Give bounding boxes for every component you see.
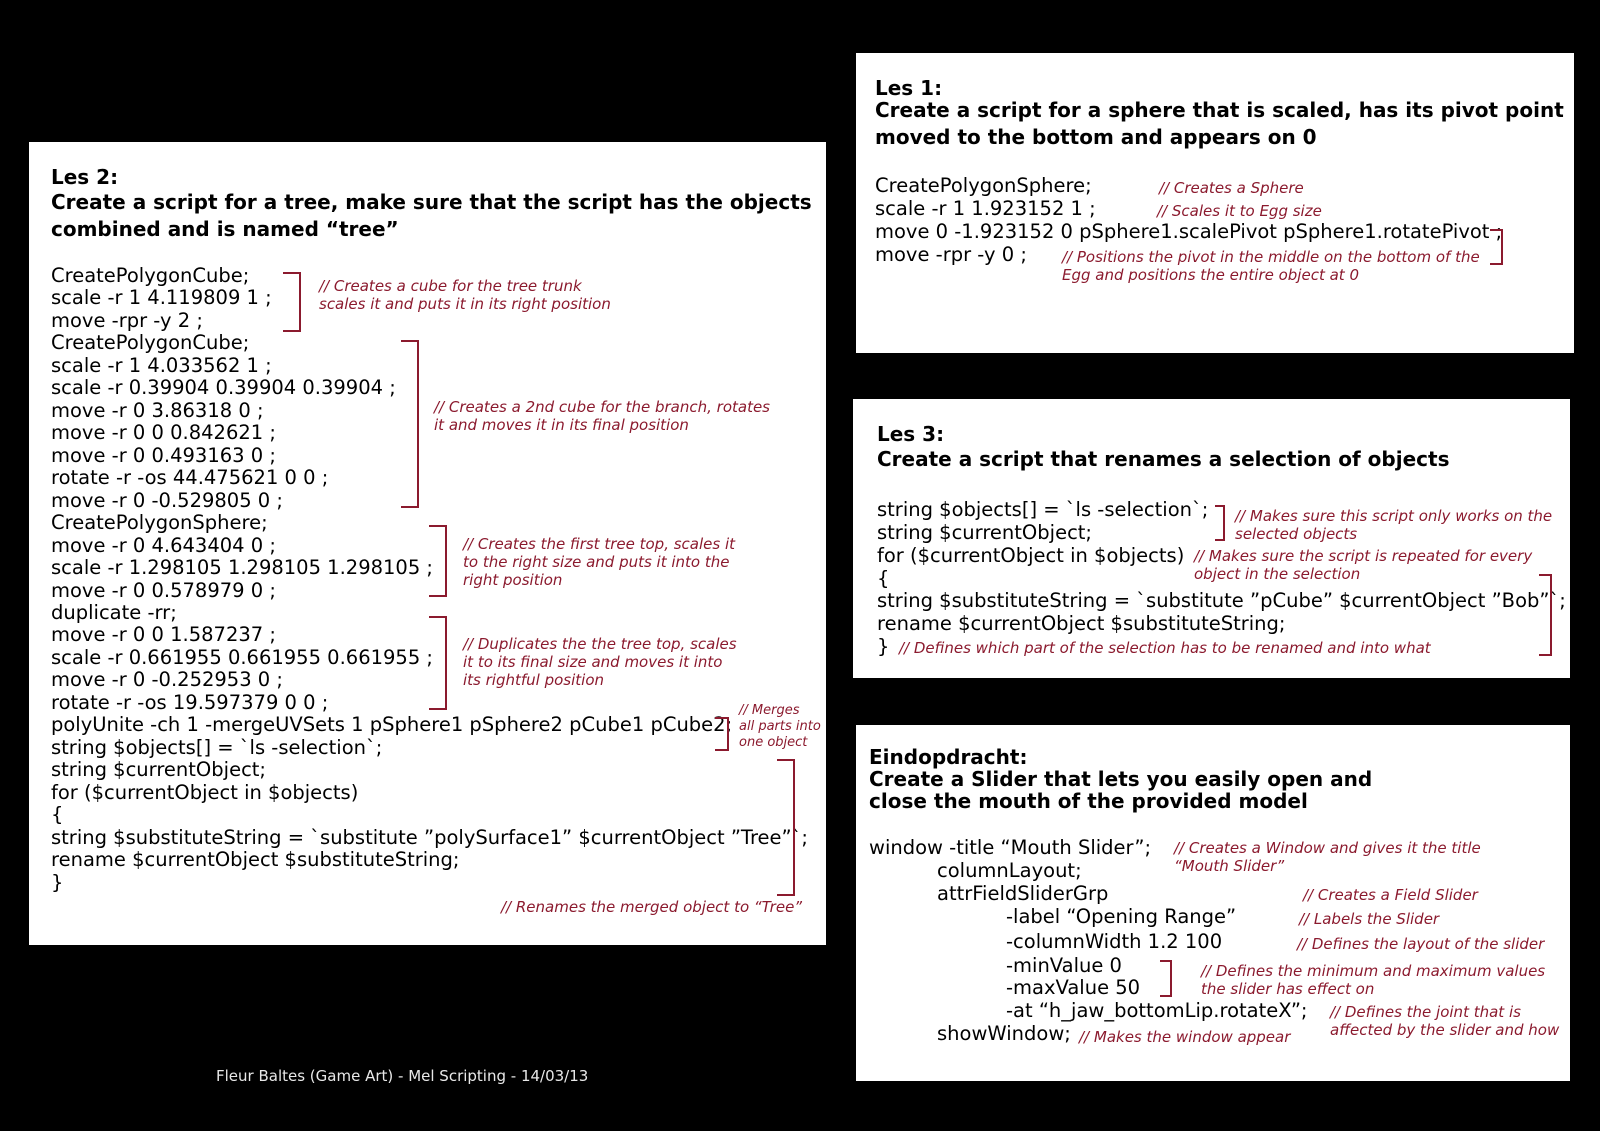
- eind-comment: // Labels the Slider: [1299, 910, 1440, 928]
- les3-comment: // Makes sure the script is repeated for every: [1194, 547, 1533, 565]
- les1-code-line: scale -r 1 1.923152 1 ;: [875, 197, 1096, 220]
- les2-code-line: }: [51, 871, 64, 894]
- les2-bracket-top: [429, 525, 447, 597]
- les1-code-line: move -rpr -y 0 ;: [875, 243, 1027, 266]
- eind-code-line: -columnWidth 1.2 100: [1006, 930, 1223, 953]
- les2-bracket-merge: [715, 717, 729, 751]
- les2-code-line: scale -r 0.39904 0.39904 0.39904 ;: [51, 376, 396, 399]
- les2-comment: to the right size and puts it into the: [463, 553, 730, 571]
- les2-code-line: move -r 0 4.643404 0 ;: [51, 534, 276, 557]
- les2-bracket-dup: [429, 616, 447, 710]
- eind-code-line: -maxValue 50: [1006, 976, 1141, 999]
- les2-code-line: rename $currentObject $substituteString;: [51, 848, 460, 871]
- les3-code-line: for ($currentObject in $objects): [877, 544, 1185, 567]
- eind-code-line: window -title “Mouth Slider”;: [869, 836, 1152, 859]
- eind-code-line: columnLayout;: [937, 859, 1082, 882]
- eind-comment: // Defines the layout of the slider: [1297, 935, 1545, 953]
- les2-comment: // Duplicates the the tree top, scales: [463, 635, 737, 653]
- les3-comment: object in the selection: [1194, 565, 1361, 583]
- les2-code-line: string $currentObject;: [51, 758, 267, 781]
- les2-code-line: {: [51, 803, 64, 826]
- eind-comment: affected by the slider and how: [1330, 1021, 1560, 1039]
- eind-code-line: attrFieldSliderGrp: [937, 882, 1109, 905]
- eind-task-line1: Create a Slider that lets you easily open and: [869, 767, 1373, 791]
- les3-task-line1: Create a script that renames a selection of objects: [877, 447, 1450, 471]
- les1-label: Les 1:: [875, 76, 943, 100]
- les2-comment: it to its final size and moves it into: [463, 653, 723, 671]
- les2-panel: [29, 142, 826, 945]
- les3-code-line: rename $currentObject $substituteString;: [877, 612, 1286, 635]
- les2-code-line: move -r 0 0.493163 0 ;: [51, 444, 276, 467]
- les1-task-line2: moved to the bottom and appears on 0: [875, 125, 1317, 149]
- eind-code-line: -at “h_jaw_bottomLip.rotateX”;: [1006, 999, 1308, 1022]
- les2-task-line1: Create a script for a tree, make sure that the script has the objects: [51, 190, 812, 214]
- les1-comment: Egg and positions the entire object at 0: [1062, 266, 1359, 284]
- eind-comment: “Mouth Slider”: [1174, 857, 1285, 875]
- les1-comment: // Creates a Sphere: [1159, 179, 1304, 197]
- les3-comment: // Makes sure this script only works on the: [1235, 507, 1553, 525]
- les2-code-line: for ($currentObject in $objects): [51, 781, 359, 804]
- les2-code-line: duplicate -rr;: [51, 601, 177, 624]
- les1-task-line1: Create a script for a sphere that is scaled, has its pivot point: [875, 98, 1564, 122]
- les2-code-line: string $substituteString = `substitute ”polySurface1” $currentObject ”Tree”`;: [51, 826, 808, 849]
- les2-comment: one object: [739, 735, 808, 750]
- les1-code-line: CreatePolygonSphere;: [875, 174, 1092, 197]
- les2-code-line: scale -r 1.298105 1.298105 1.298105 ;: [51, 556, 433, 579]
- eind-bracket-minmax: [1160, 960, 1172, 997]
- les2-code-line: move -rpr -y 2 ;: [51, 309, 203, 332]
- eind-panel: [856, 725, 1570, 1081]
- les3-panel: [853, 399, 1570, 678]
- les2-comment: // Renames the merged object to “Tree”: [501, 898, 803, 916]
- les2-comment: // Creates a cube for the tree trunk: [319, 277, 582, 295]
- les3-comment: selected objects: [1235, 525, 1358, 543]
- eind-label: Eindopdracht:: [869, 745, 1028, 769]
- eind-comment: the slider has effect on: [1201, 980, 1375, 998]
- les2-code-line: move -r 0 0.578979 0 ;: [51, 579, 276, 602]
- les3-code-line: }: [877, 635, 890, 658]
- eind-comment: // Defines the minimum and maximum values: [1201, 962, 1546, 980]
- eind-comment: // Creates a Window and gives it the title: [1174, 839, 1481, 857]
- les2-code-line: move -r 0 0 1.587237 ;: [51, 623, 276, 646]
- les2-code-line: move -r 0 0 0.842621 ;: [51, 421, 276, 444]
- eind-comment: // Creates a Field Slider: [1303, 886, 1478, 904]
- les1-panel: [856, 53, 1574, 353]
- les2-code-line: scale -r 0.661955 0.661955 0.661955 ;: [51, 646, 433, 669]
- les2-code-line: move -r 0 -0.252953 0 ;: [51, 668, 283, 691]
- les3-label: Les 3:: [877, 422, 945, 446]
- les2-code-line: CreatePolygonCube;: [51, 331, 250, 354]
- les2-code-line: scale -r 1 4.119809 1 ;: [51, 286, 272, 309]
- les2-comment: // Creates a 2nd cube for the branch, rotates: [434, 398, 770, 416]
- les3-code-line: string $substituteString = `substitute ”pCube” $currentObject ”Bob”`;: [877, 589, 1566, 612]
- les2-code-line: CreatePolygonCube;: [51, 264, 250, 287]
- les2-code-line: CreatePolygonSphere;: [51, 511, 268, 534]
- les2-comment: all parts into: [739, 719, 821, 734]
- les2-comment: right position: [463, 571, 563, 589]
- les2-code-line: rotate -r -os 44.475621 0 0 ;: [51, 466, 329, 489]
- eind-comment: // Defines the joint that is: [1330, 1003, 1521, 1021]
- les2-bracket-rename: [777, 759, 795, 896]
- eind-task-line2: close the mouth of the provided model: [869, 789, 1308, 813]
- les3-bracket-sel: [1215, 505, 1225, 541]
- les2-code-line: scale -r 1 4.033562 1 ;: [51, 354, 272, 377]
- les2-task-line2: combined and is named “tree”: [51, 217, 399, 241]
- les2-comment: it and moves it in its final position: [434, 416, 689, 434]
- les2-code-line: move -r 0 3.86318 0 ;: [51, 399, 264, 422]
- les2-comment: its rightful position: [463, 671, 605, 689]
- les2-comment: scales it and puts it in its right position: [319, 295, 611, 313]
- les2-comment: // Creates the first tree top, scales it: [463, 535, 736, 553]
- les2-bracket-trunk: [283, 272, 301, 332]
- les3-comment: // Defines which part of the selection has to be renamed and into what: [899, 639, 1431, 657]
- les3-code-line: string $currentObject;: [877, 521, 1093, 544]
- les2-code-line: move -r 0 -0.529805 0 ;: [51, 489, 283, 512]
- les3-code-line: {: [877, 567, 890, 590]
- eind-code-line: -minValue 0: [1006, 954, 1122, 977]
- les1-comment: // Positions the pivot in the middle on the bottom of the: [1062, 248, 1480, 266]
- les2-code-line: string $objects[] = `ls -selection`;: [51, 736, 383, 759]
- footer-credit: Fleur Baltes (Game Art) - Mel Scripting - 14/03/13: [216, 1067, 589, 1085]
- les2-comment: // Merges: [739, 703, 800, 718]
- eind-code-line: -label “Opening Range”: [1006, 905, 1237, 928]
- les3-code-line: string $objects[] = `ls -selection`;: [877, 498, 1209, 521]
- eind-code-line: showWindow;: [937, 1022, 1071, 1045]
- les1-bracket-pivot: [1490, 229, 1503, 265]
- eind-comment: // Makes the window appear: [1079, 1028, 1291, 1046]
- les1-code-line: move 0 -1.923152 0 pSphere1.scalePivot pSphere1.rotatePivot ;: [875, 220, 1503, 243]
- les1-comment: // Scales it to Egg size: [1157, 202, 1322, 220]
- les3-bracket-defines: [1539, 574, 1552, 656]
- les2-code-line: rotate -r -os 19.597379 0 0 ;: [51, 691, 329, 714]
- les2-label: Les 2:: [51, 165, 119, 189]
- les2-bracket-branch: [401, 340, 419, 508]
- les2-code-line: polyUnite -ch 1 -mergeUVSets 1 pSphere1 pSphere2 pCube1 pCube2;: [51, 713, 733, 736]
